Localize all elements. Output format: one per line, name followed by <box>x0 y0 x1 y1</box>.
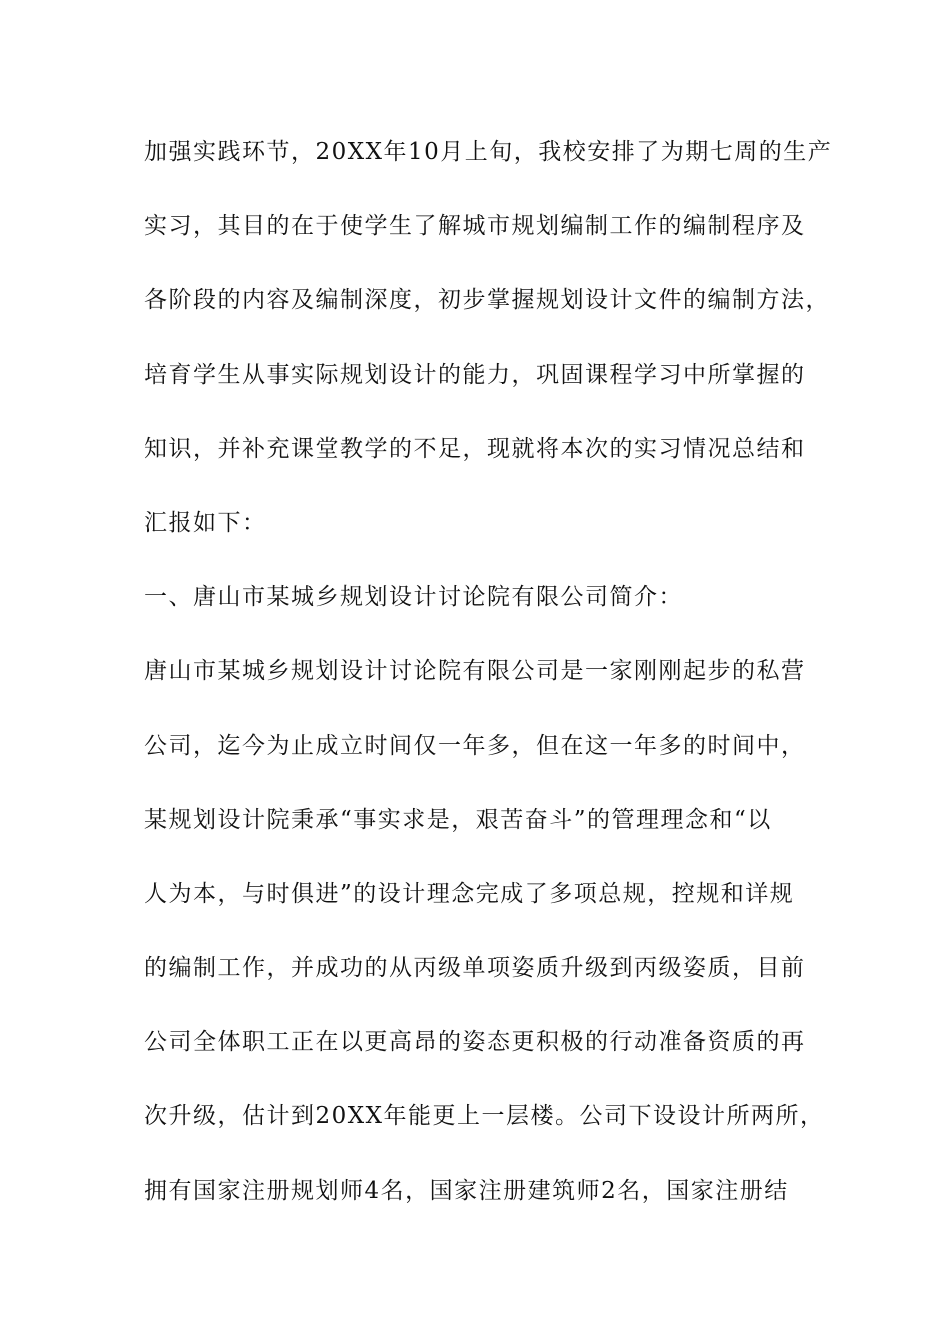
text-line: 人为本，与时俱进”的设计理念完成了多项总规，控规和详规 <box>144 880 795 907</box>
text-line: 的编制工作，并成功的从丙级单项姿质升级到丙级姿质，目前 <box>144 955 806 982</box>
text-line: 公司，迄今为止成立时间仅一年多，但在这一年多的时间中， <box>144 732 806 759</box>
text-line: 公司全体职工正在以更高昂的姿态更积极的行动准备资质的再 <box>144 1029 806 1056</box>
text-line: 次升级，估计到20XX年能更上一层楼。公司下设设计所两所， <box>144 1103 825 1130</box>
text-line: 培育学生从事实际规划设计的能力，巩固课程学习中所掌握的 <box>144 361 806 388</box>
section-heading: 一、唐山市某城乡规划设计讨论院有限公司简介： <box>144 584 683 611</box>
text-line: 各阶段的内容及编制深度，初步掌握规划设计文件的编制方法， <box>144 287 830 314</box>
text-line: 汇报如下： <box>144 509 267 536</box>
text-line: 某规划设计院秉承“事实求是，艰苦奋斗”的管理理念和“以 <box>144 806 772 833</box>
text-line: 实习，其目的在于使学生了解城市规划编制工作的编制程序及 <box>144 213 806 240</box>
text-line: 拥有国家注册规划师4名，国家注册建筑师2名，国家注册结 <box>144 1177 789 1204</box>
text-line: 知识，并补充课堂教学的不足，现就将本次的实习情况总结和 <box>144 435 806 462</box>
body-text <box>144 131 833 1244</box>
text-line: 唐山市某城乡规划设计讨论院有限公司是一家刚刚起步的私营 <box>144 658 806 685</box>
text-line: 加强实践环节，20XX年10月上旬，我校安排了为期七周的生产 <box>144 139 833 165</box>
